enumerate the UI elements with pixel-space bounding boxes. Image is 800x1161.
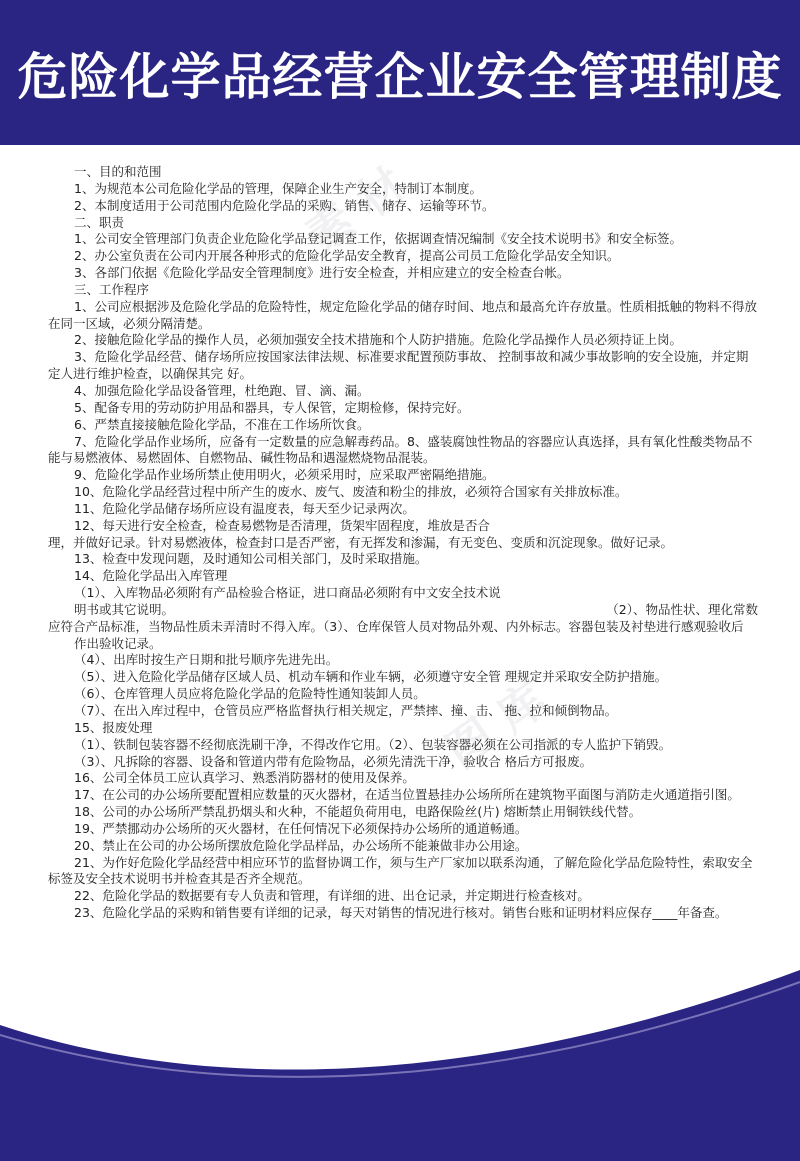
paragraph: 5、配备专用的劳动防护用品和器具，专人保管，定期检修，保持完好。 — [74, 399, 470, 415]
paragraph: （4）、出库时按生产日期和批号顺序先进先出。 — [74, 652, 339, 668]
paragraph: 12、每天进行安全检查，检查易燃物是否清理，货架牢固程度，堆放是否合 — [74, 517, 490, 533]
paragraph: 3、危险化学品经营、储存场所应按国家法律法规、标准要求配置预防事故、 控制事故和减少事故影响的安全设施，并定期定人进行维护检查，以确保其完 好。 — [48, 349, 749, 382]
paragraph: 4、加强危险化学品设备管理，杜绝跑、冒、滴、漏。 — [74, 382, 370, 398]
section-heading: 三、工作程序 — [74, 281, 150, 297]
paragraph: 17、在公司的办公场所要配置相应数量的灭火器材，在适当位置悬挂办公场所所在建筑物平面图与消防走火通道指引图。 — [74, 787, 740, 803]
paragraph — [48, 602, 758, 619]
page-title: 危险化学品经营企业安全管理制度 — [17, 47, 783, 106]
paragraph: 作出验收记录。 — [74, 635, 162, 651]
paragraph: 11、危险化学品储存场所应设有温度表，每天至少记录两次。 — [74, 500, 415, 516]
paragraph: （7）、在出入库过程中，仓管员应严格监督执行相关规定，严禁摔、撞、击、 拖、拉和倾倒物品。 — [74, 703, 618, 718]
paragraph: 9、危险化学品作业场所禁止使用明火，必须采用时，应采取严密隔绝措施。 — [74, 467, 495, 483]
header-banner — [0, 0, 800, 145]
paragraph: 1、公司应根据涉及危险化学品的危险特性，规定危险化学品的储存时间、地点和最高允许存放量。性质相抵触的物料不得放在同一区域，必须分隔清楚。 — [48, 298, 757, 331]
paragraph-part: 明书或其它说明。 — [74, 601, 175, 617]
paragraph: 1、为规范本公司危险化学品的管理，保障企业生产安全，特制订本制度。 — [74, 180, 482, 196]
paragraph: 13、检查中发现问题，及时通知公司相关部门，及时采取措施。 — [74, 551, 428, 567]
bottom-wave-decoration — [0, 960, 800, 1161]
paragraph: 理，并做好记录。针对易燃液体，检查封口是否严密，有无挥发和渗漏，有无变色、变质和沉淀现象。做好记录。 — [48, 534, 674, 550]
paragraph-part: （2）、物品性状、理化常数 — [606, 601, 758, 617]
paragraph: （3）、凡拆除的容器、设备和管道内带有危险物品，必须先清洗干净，验收合 格后方可报废。 — [74, 753, 593, 769]
paragraph: 19、严禁挪动办公场所的灭火器材，在任何情况下必须保持办公场所的通道畅通。 — [74, 820, 528, 836]
paragraph: 6、严禁直接接触危险化学品，不准在工作场所饮食。 — [74, 416, 370, 432]
section-heading: 二、职责 — [74, 214, 125, 230]
section-heading: 一、目的和范围 — [74, 164, 162, 179]
paragraph: （5）、进入危险化学品储存区域人员、机动车辆和作业车辆，必须遵守安全管 理规定并采取安全防护措施。 — [74, 669, 668, 685]
paragraph: 14、危险化学品出入库管理 — [74, 568, 228, 584]
paragraph: 10、危险化学品经营过程中所产生的废水、废气、废渣和粉尘的排放，必须符合国家有关排放标准。 — [74, 484, 628, 500]
paragraph: 2、办公室负责在公司内开展各种形式的危险化学品安全教育，提高公司员工危险化学品安全知识。 — [74, 248, 620, 264]
paragraph: （1）、入库物品必须附有产品检验合格证，进口商品必须附有中文安全技术说 — [74, 585, 501, 601]
paragraph: 2、本制度适用于公司范围内危险化学品的采购、销售、储存、运输等环节。 — [74, 197, 495, 213]
document-body — [48, 164, 758, 922]
paragraph: 20、禁止在公司的办公场所摆放危险化学品样品，办公场所不能兼做非办公用途。 — [74, 837, 528, 853]
watermark: 素 材 — [296, 157, 416, 264]
paragraph: 23、危险化学品的采购和销售要有详细的记录，每天对销售的情况进行核对。销售台账和证明材料应保存____年备查。 — [74, 905, 728, 921]
paragraph: （1）、铁制包装容器不经彻底洗刷干净，不得改作它用。（2）、包装容器必须在公司指派的专人监护下销毁。 — [74, 736, 672, 752]
paragraph: 16、公司全体员工应认真学习、熟悉消防器材的使用及保养。 — [74, 770, 415, 786]
paragraph: 18、公司的办公场所严禁乱扔烟头和火种，不能超负荷用电，电路保险丝(片) 熔断禁止用铜铁线代替。 — [74, 804, 642, 820]
watermark: 图 库 — [436, 672, 556, 779]
paragraph: 2、接触危险化学品的操作人员，必须加强安全技术措施和个人防护措施。危险化学品操作人员必须持证上岗。 — [74, 332, 682, 348]
paragraph: （6）、仓库管理人员应将危险化学品的危险特性通知装卸人员。 — [74, 686, 426, 702]
paragraph: 应符合产品标准，当物品性质未弄清时不得入库。（3）、仓库保管人员对物品外观、内外标志。容器包装及衬垫进行感观验收后 — [48, 618, 744, 634]
paragraph: 21、为作好危险化学品经营中相应环节的监督协调工作，须与生产厂家加以联系沟通，了解危险化学品危险特性，索取安全标签及安全技术说明书并检查其是否齐全规范。 — [48, 854, 753, 887]
paragraph: 3、各部门依据《危险化学品安全管理制度》进行安全检查，并相应建立的安全检查台帐。 — [74, 265, 570, 281]
paragraph: 22、危险化学品的数据要有专人负责和管理，有详细的进、出仓记录，并定期进行检查核对。 — [74, 888, 590, 904]
paragraph: 1、公司安全管理部门负责企业危险化学品登记调查工作，依据调查情况编制《安全技术说明书》和安全标签。 — [74, 231, 682, 247]
paragraph: 7、危险化学品作业场所，应备有一定数量的应急解毒药品。8、盛装腐蚀性物品的容器应认真选择，具有氧化性酸类物品不能与易燃液体、易燃固体、自燃物品、碱性物品和遇湿燃烧物品混装。 — [48, 433, 753, 466]
paragraph: 15、报废处理 — [74, 719, 153, 735]
